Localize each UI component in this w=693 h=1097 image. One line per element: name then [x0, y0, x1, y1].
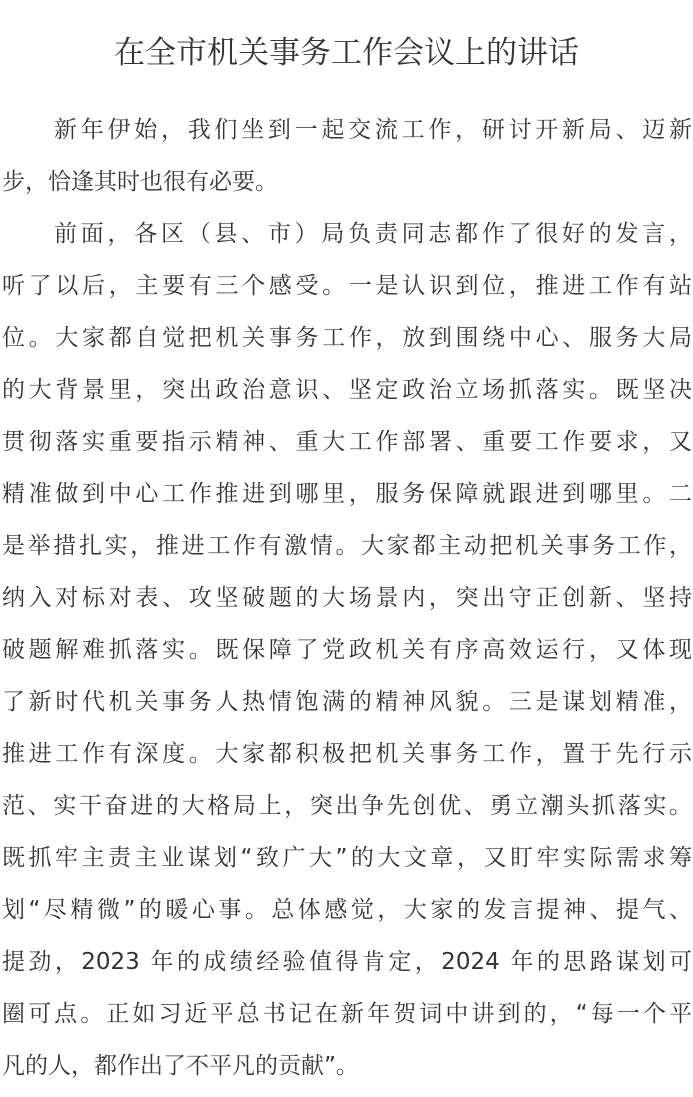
paragraph-1: [2, 104, 692, 208]
text-line: 了新时代机关事务人热情饱满的精神风貌。三是谋划精准，: [2, 689, 692, 715]
text-line: 纳入对标对表、攻坚破题的大场景内，突出守正创新、坚持: [2, 585, 692, 611]
text-line: 划“尽精微”的暖心事。总体感觉，大家的发言提神、提气、: [2, 897, 692, 923]
document-title: 在全市机关事务工作会议上的讲话: [114, 35, 579, 71]
text-line: 提劲，2023 年的成绩经验值得肯定，2024 年的思路谋划可: [2, 949, 692, 975]
text-line: 圈可点。正如习近平总书记在新年贺词中讲到的，“每一个平: [2, 1001, 692, 1027]
text-line: 是举措扎实，推进工作有激情。大家都主动把机关事务工作，: [2, 533, 692, 559]
document-body: [2, 104, 692, 1092]
text-line: 前面，各区（县、市）局负责同志都作了很好的发言，: [54, 221, 692, 247]
text-line: 破题解难抓落实。既保障了党政机关有序高效运行，又体现: [2, 637, 692, 663]
text-line: 推进工作有深度。大家都积极把机关事务工作，置于先行示: [2, 741, 692, 767]
text-line: 精准做到中心工作推进到哪里，服务保障就跟进到哪里。二: [2, 481, 692, 507]
text-line: 范、实干奋进的大格局上，突出争先创优、勇立潮头抓落实。: [2, 793, 692, 819]
text-line: 既抓牢主责主业谋划“致广大”的大文章，又盯牢实际需求筹: [2, 845, 692, 871]
text-line: 步，恰逢其时也很有必要。: [2, 169, 278, 195]
text-line: 的大背景里，突出政治意识、坚定政治立场抓落实。既坚决: [2, 377, 692, 403]
text-line: 听了以后，主要有三个感受。一是认识到位，推进工作有站: [2, 273, 692, 299]
text-line: 凡的人，都作出了不平凡的贡献”。: [2, 1053, 359, 1079]
paragraph-2: [2, 208, 692, 1092]
text-line: 贯彻落实重要指示精神、重大工作部署、重要工作要求，又: [2, 429, 692, 455]
text-line: 新年伊始，我们坐到一起交流工作，研讨开新局、迈新: [54, 117, 692, 143]
text-line: 位。大家都自觉把机关事务工作，放到围绕中心、服务大局: [2, 325, 692, 351]
